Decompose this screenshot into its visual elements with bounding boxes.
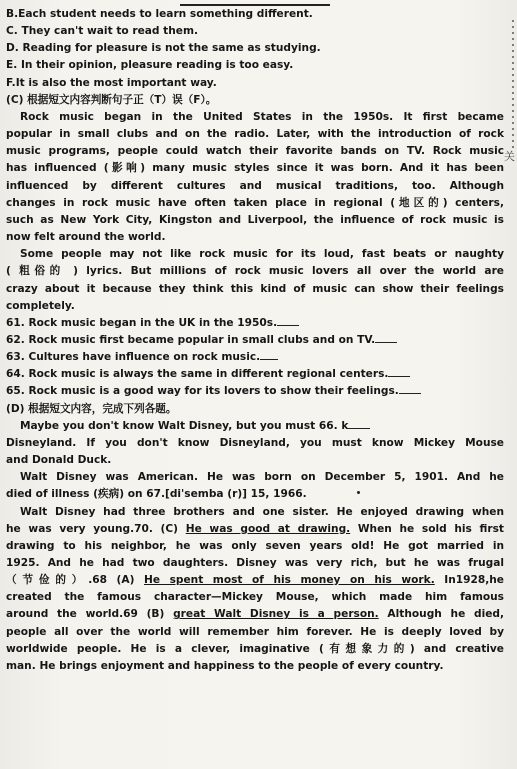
underlined-sentence-70: He was good at drawing. xyxy=(185,522,351,535)
question-63-text: 63. Cultures have influence on rock music. xyxy=(6,351,261,364)
para3-text: Although he died, xyxy=(378,608,505,621)
disney-para3-line xyxy=(6,521,504,538)
rock-para1-line: changes in rock music have often taken place in regional (地区的) centers, xyxy=(6,196,504,209)
disney-para3-line xyxy=(6,606,504,623)
disney-para1-line: Disneyland. If you don't know Disneyland, you must know Mickey Mouse xyxy=(6,436,504,449)
question-65-text: 65. Rock music is a good way for its lovers to show their feelings. xyxy=(6,385,399,398)
para3-text: When he sold his first xyxy=(350,522,504,535)
question-62-text: 62. Rock music first became popular in small clubs and on TV. xyxy=(6,333,376,346)
rock-para2-line: ( 粗俗的 ) lyrics. But millions of rock music lovers all over the world are xyxy=(6,265,504,278)
rock-para1-line: has influenced (影响) many music styles since it was born. And it has been xyxy=(6,162,504,175)
item-70-label: he was very young.70. (C) xyxy=(6,522,186,535)
disney-para3-line: drawing to his neighbor, he was only seven years old! He got married in xyxy=(6,539,504,552)
disney-para3-line: created the famous character—Mickey Mouse, which made him famous xyxy=(6,591,504,604)
answer-blank-63[interactable] xyxy=(260,349,278,360)
disney-para3-line: people all over the world will remember him forever. He is deeply loved by xyxy=(6,625,504,638)
disney-para3-line xyxy=(6,572,504,589)
rock-para1-line: influenced by different cultures and musical traditions, too. Although xyxy=(6,179,504,192)
margin-character: 关 xyxy=(504,150,515,163)
disney-para1-text: Maybe you don't know Walt Disney, but you must 66. k xyxy=(20,419,349,432)
rock-para2-line: Some people may not like rock music for its loud, fast beats or naughty xyxy=(20,248,504,261)
answer-blank-65[interactable] xyxy=(399,383,421,394)
section-c-heading: (C) 根据短文内容判断句子正（T）误（F）。 xyxy=(6,93,217,106)
option-d: D. Reading for pleasure is not the same as studying. xyxy=(6,42,321,55)
disney-para3-line: worldwide people. He is a clever, imaginative (有想象力的) and creative xyxy=(6,642,504,655)
option-e: E. In their opinion, pleasure reading is too easy. xyxy=(6,59,294,72)
question-65 xyxy=(6,383,504,400)
item-68-label: （节俭的）.68 (A) xyxy=(6,574,144,587)
question-61-text: 61. Rock music began in the UK in the 1950s. xyxy=(6,316,278,329)
section-d-heading: (D) 根据短文内容，完成下列各题。 xyxy=(6,402,177,415)
underlined-sentence-69: great Walt Disney is a person. xyxy=(173,608,379,621)
item-69-label: around the world.69 (B) xyxy=(6,608,174,621)
para3-text: In1928,he xyxy=(434,574,504,587)
disney-para2-line: Walt Disney was American. He was born on December 5, 1901. And he xyxy=(20,471,504,484)
rock-para1-line: such as New York City, Kingston and Liverpool, the influence of rock music is xyxy=(6,213,504,226)
question-63 xyxy=(6,349,504,366)
binding-dots xyxy=(512,20,514,150)
disney-para2-line: died of illness (疾病) on 67.[di'semba (r)] 15, 1966. xyxy=(6,488,307,501)
option-c: C. They can't wait to read them. xyxy=(6,25,199,38)
rock-para1-line: popular in small clubs and on the radio. Later, with the introduction of rock xyxy=(6,128,504,141)
disney-para3-line: 1925. And he had two daughters. Disney was very rich, but he was frugal xyxy=(6,557,504,569)
underlined-sentence-68: He spent most of his money on his work. xyxy=(143,574,435,587)
disney-para3-line: Walt Disney had three brothers and one sister. He enjoyed drawing when xyxy=(20,505,504,518)
question-64-text: 64. Rock music is always the same in different regional centers. xyxy=(6,368,389,381)
rock-para1-line: Rock music began in the United States in the 1950s. It first became xyxy=(20,110,504,123)
rock-para1-line: now felt around the world. xyxy=(6,231,166,244)
answer-blank-61[interactable] xyxy=(277,315,299,326)
option-f: F.It is also the most important way. xyxy=(6,76,217,89)
answer-blank-64[interactable] xyxy=(388,366,410,377)
answer-blank-66[interactable] xyxy=(348,418,370,429)
question-61 xyxy=(6,315,504,332)
answer-blank-62[interactable] xyxy=(375,332,397,343)
rock-para2-line: crazy about it because they think this kind of music can show their feelings xyxy=(6,282,504,295)
disney-para3-line: man. He brings enjoyment and happiness to the people of every country. xyxy=(6,659,444,672)
disney-para1-line: and Donald Duck. xyxy=(6,454,112,467)
rock-para2-line: completely. xyxy=(6,299,75,312)
rock-para1-line: music programs, people could watch their favorite bands on TV. Rock music xyxy=(6,145,504,158)
option-b: B.Each student needs to learn something different. xyxy=(6,8,313,20)
question-64 xyxy=(6,366,504,383)
question-62 xyxy=(6,332,504,349)
worksheet-content xyxy=(6,6,504,675)
disney-para1-line1 xyxy=(6,418,504,435)
